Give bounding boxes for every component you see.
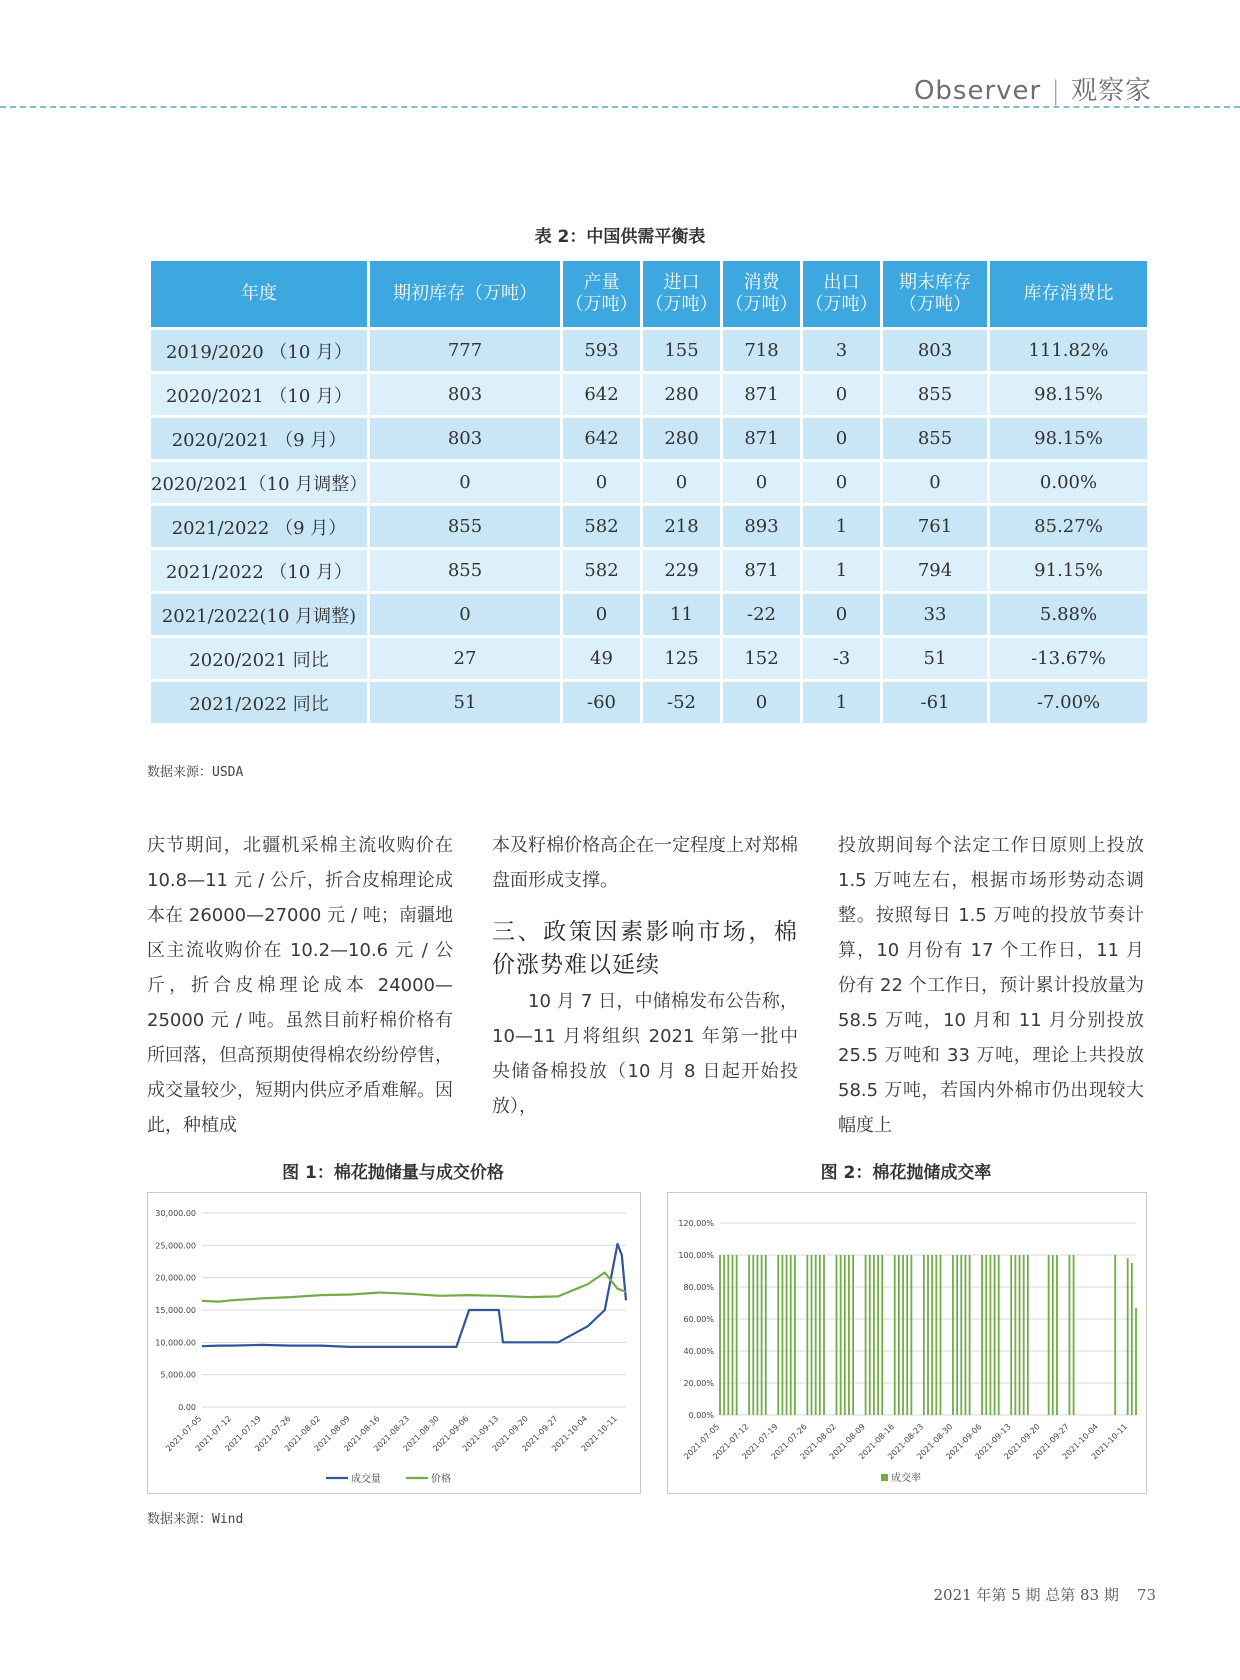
x-tick-label: 2021-09-06 bbox=[431, 1414, 471, 1454]
rate-bar bbox=[998, 1255, 1000, 1415]
rate-bar bbox=[786, 1255, 788, 1415]
x-tick-label: 2021-07-19 bbox=[223, 1414, 263, 1454]
x-tick-label: 2021-07-12 bbox=[193, 1414, 234, 1454]
rate-bar bbox=[844, 1255, 846, 1415]
value-cell: 803 bbox=[369, 417, 562, 461]
legend-label: 成交量 bbox=[351, 1474, 381, 1485]
value-cell: 0 bbox=[642, 461, 722, 505]
rate-bar bbox=[815, 1255, 817, 1415]
figure-1-chart bbox=[147, 1192, 641, 1494]
column-header-line: 产量 bbox=[583, 272, 620, 293]
value-cell: 91.15% bbox=[989, 549, 1149, 593]
rate-bar bbox=[1056, 1255, 1058, 1415]
value-cell: 0 bbox=[722, 461, 802, 505]
column-header-line: 期初库存（万吨） bbox=[393, 283, 537, 304]
rate-bar bbox=[990, 1255, 992, 1415]
rate-bar bbox=[956, 1255, 958, 1415]
value-cell: 33 bbox=[882, 593, 989, 637]
rate-bar bbox=[727, 1255, 729, 1415]
value-cell: -22 bbox=[722, 593, 802, 637]
value-cell: 642 bbox=[562, 373, 642, 417]
y-tick-label: 20,000.00 bbox=[155, 1273, 196, 1283]
x-tick-label: 2021-08-23 bbox=[886, 1422, 926, 1462]
rate-bar bbox=[790, 1255, 792, 1415]
brand-english: Observer bbox=[913, 76, 1042, 106]
rate-bar bbox=[1048, 1255, 1050, 1415]
table-row bbox=[150, 593, 1149, 637]
value-cell: 855 bbox=[369, 549, 562, 593]
table-row bbox=[150, 549, 1149, 593]
text-column-3 bbox=[838, 828, 1144, 1143]
year-cell: 2021/2022 （10 月） bbox=[150, 549, 369, 593]
value-cell: 98.15% bbox=[989, 373, 1149, 417]
year-cell: 2020/2021 （10 月） bbox=[150, 373, 369, 417]
rate-bar bbox=[1014, 1255, 1016, 1415]
rate-bar bbox=[823, 1255, 825, 1415]
text-column-1 bbox=[147, 828, 453, 1143]
value-cell: 777 bbox=[369, 329, 562, 373]
rate-bar bbox=[902, 1255, 904, 1415]
x-tick-label: 2021-09-06 bbox=[944, 1422, 984, 1462]
column-header-line: （万吨） bbox=[805, 294, 878, 315]
x-tick-label: 2021-09-20 bbox=[1002, 1422, 1042, 1462]
rate-bar bbox=[994, 1255, 996, 1415]
table-title: 表 2：中国供需平衡表 bbox=[534, 227, 706, 247]
year-cell: 2020/2021 （9 月） bbox=[150, 417, 369, 461]
price-series-line bbox=[202, 1273, 626, 1302]
value-cell: 27 bbox=[369, 637, 562, 681]
rate-bar bbox=[898, 1255, 900, 1415]
rate-bar bbox=[965, 1255, 967, 1415]
column-header-line: （万吨） bbox=[725, 294, 798, 315]
rate-bar bbox=[865, 1255, 867, 1415]
rate-bar bbox=[836, 1255, 838, 1415]
x-tick-label: 2021-09-27 bbox=[1031, 1422, 1071, 1462]
x-tick-label: 2021-08-09 bbox=[827, 1422, 868, 1462]
rate-bar bbox=[952, 1255, 954, 1415]
column-header-line: （万吨） bbox=[645, 294, 718, 315]
x-tick-label: 2021-07-05 bbox=[164, 1414, 204, 1454]
rate-bar bbox=[894, 1255, 896, 1415]
legend-swatch bbox=[881, 1474, 888, 1481]
value-cell: 125 bbox=[642, 637, 722, 681]
value-cell: 0 bbox=[802, 373, 882, 417]
y-tick-label: 40.00% bbox=[683, 1347, 714, 1356]
column-header-line: 年度 bbox=[241, 283, 277, 304]
rate-bar bbox=[1052, 1255, 1054, 1415]
value-cell: 582 bbox=[562, 505, 642, 549]
column-header bbox=[369, 260, 562, 329]
value-cell: 0.00% bbox=[989, 461, 1149, 505]
rate-bar bbox=[736, 1255, 738, 1415]
value-cell: 582 bbox=[562, 549, 642, 593]
table-source: 数据来源：USDA bbox=[147, 765, 244, 780]
rate-bar bbox=[927, 1255, 929, 1415]
value-cell: 871 bbox=[722, 417, 802, 461]
column-header bbox=[150, 260, 369, 329]
x-tick-label: 2021-08-23 bbox=[371, 1414, 412, 1454]
value-cell: 855 bbox=[369, 505, 562, 549]
rate-bar bbox=[848, 1255, 850, 1415]
rate-bar bbox=[765, 1255, 767, 1415]
table-row bbox=[150, 461, 1149, 505]
value-cell: 11 bbox=[642, 593, 722, 637]
rate-bar bbox=[757, 1255, 759, 1415]
value-cell: 803 bbox=[369, 373, 562, 417]
x-tick-label: 2021-09-13 bbox=[973, 1422, 1013, 1462]
rate-bar bbox=[748, 1255, 750, 1415]
column-header-line: 进口 bbox=[663, 272, 700, 293]
value-cell: 871 bbox=[722, 549, 802, 593]
text-column-2 bbox=[492, 828, 798, 1124]
value-cell: -13.67% bbox=[989, 637, 1149, 681]
value-cell: 0 bbox=[562, 593, 642, 637]
x-tick-label: 2021-08-16 bbox=[342, 1414, 382, 1454]
figure-1-title: 图 1：棉花抛储量与成交价格 bbox=[282, 1163, 504, 1183]
x-tick-label: 2021-09-13 bbox=[460, 1414, 501, 1454]
rate-bar bbox=[1027, 1255, 1029, 1415]
y-tick-label: 80.00% bbox=[683, 1283, 714, 1292]
y-tick-label: 20.00% bbox=[683, 1379, 714, 1388]
value-cell: 155 bbox=[642, 329, 722, 373]
x-tick-label: 2021-08-30 bbox=[915, 1422, 955, 1462]
rate-bar bbox=[910, 1255, 912, 1415]
rate-bar bbox=[969, 1255, 971, 1415]
rate-bar bbox=[752, 1255, 754, 1415]
brand-separator: | bbox=[1051, 76, 1061, 106]
x-tick-label: 2021-10-11 bbox=[1089, 1422, 1130, 1462]
issue-info: 2021 年第 5 期 总第 83 期 bbox=[933, 1586, 1119, 1604]
value-cell: 85.27% bbox=[989, 505, 1149, 549]
x-tick-label: 2021-07-26 bbox=[253, 1414, 293, 1454]
value-cell: 642 bbox=[562, 417, 642, 461]
rate-bar bbox=[806, 1255, 808, 1415]
value-cell: 111.82% bbox=[989, 329, 1149, 373]
rate-bar bbox=[761, 1255, 763, 1415]
y-tick-label: 25,000.00 bbox=[155, 1241, 196, 1251]
x-tick-label: 2021-08-02 bbox=[282, 1414, 323, 1454]
paragraph: 庆节期间，北疆机采棉主流收购价在 10.8—11 元 / 公斤，折合皮棉理论成本在 26000—27000 元 / 吨；南疆地区主流收购价在 10.2—10.6 元 / 公斤，折合皮棉理论成本 24000—25000 元 / 吨。虽然目前籽棉价格有所回落，但高预期使得棉农纷纷停售，成交量较少，短期内供应矛盾难解。因此，种植成 bbox=[147, 835, 453, 1136]
y-tick-label: 15,000.00 bbox=[155, 1306, 196, 1315]
rate-bar bbox=[840, 1255, 842, 1415]
column-header bbox=[642, 260, 722, 329]
figure-source: 数据来源：Wind bbox=[147, 1512, 244, 1527]
year-cell: 2020/2021（10 月调整） bbox=[150, 461, 369, 505]
column-header bbox=[882, 260, 989, 329]
y-tick-label: 5,000.00 bbox=[160, 1370, 196, 1380]
value-cell: 0 bbox=[802, 417, 882, 461]
value-cell: 218 bbox=[642, 505, 722, 549]
column-header bbox=[722, 260, 802, 329]
value-cell: 49 bbox=[562, 637, 642, 681]
column-header-line: 期末库存 bbox=[899, 272, 971, 293]
rate-bar bbox=[940, 1255, 942, 1415]
value-cell: 1 bbox=[802, 505, 882, 549]
table-row bbox=[150, 637, 1149, 681]
rate-bar bbox=[782, 1255, 784, 1415]
magazine-brand bbox=[914, 70, 1152, 107]
rate-bar bbox=[811, 1255, 813, 1415]
y-tick-label: 120.00% bbox=[678, 1219, 714, 1228]
year-cell: 2021/2022 同比 bbox=[150, 681, 369, 725]
rate-bar bbox=[794, 1255, 796, 1415]
value-cell: 0 bbox=[802, 461, 882, 505]
y-tick-label: 100.00% bbox=[678, 1251, 714, 1260]
figure-2-chart bbox=[667, 1192, 1147, 1494]
rate-bar bbox=[981, 1255, 983, 1415]
value-cell: 761 bbox=[882, 505, 989, 549]
value-cell: 0 bbox=[369, 593, 562, 637]
value-cell: 855 bbox=[882, 373, 989, 417]
legend-label: 成交率 bbox=[891, 1473, 921, 1484]
x-tick-label: 2021-10-11 bbox=[579, 1414, 619, 1454]
x-tick-label: 2021-10-04 bbox=[550, 1414, 590, 1454]
rate-bar bbox=[1069, 1255, 1071, 1415]
header-dashed-rule bbox=[0, 106, 1240, 108]
figure-1-svg bbox=[148, 1193, 640, 1493]
rate-bar bbox=[1135, 1308, 1137, 1415]
rate-bar bbox=[1114, 1255, 1116, 1415]
figure-2-svg bbox=[668, 1193, 1146, 1493]
x-tick-label: 2021-09-27 bbox=[520, 1414, 560, 1454]
x-tick-label: 2021-10-04 bbox=[1060, 1422, 1100, 1462]
rate-bar bbox=[819, 1255, 821, 1415]
value-cell: 5.88% bbox=[989, 593, 1149, 637]
rate-bar bbox=[931, 1255, 933, 1415]
value-cell: 1 bbox=[802, 681, 882, 725]
rate-bar bbox=[881, 1255, 883, 1415]
value-cell: 51 bbox=[369, 681, 562, 725]
rate-bar bbox=[719, 1255, 721, 1415]
value-cell: 0 bbox=[722, 681, 802, 725]
value-cell: 794 bbox=[882, 549, 989, 593]
column-header bbox=[562, 260, 642, 329]
x-tick-label: 2021-07-26 bbox=[769, 1422, 809, 1462]
paragraph: 投放期间每个法定工作日原则上投放 1.5 万吨左右，根据市场形势动态调整。按照每日 1.5 万吨的投放节奏计算，10 月份有 17 个工作日，11 月份有 22 个工作日，预计累计投放量为 58.5 万吨，10 月和 11 月分别投放 25.5 万吨和 33 万吨，理论上共投放 58.5 万吨，若国内外棉市仍出现较大幅度上 bbox=[838, 835, 1144, 1136]
rate-bar bbox=[732, 1255, 734, 1415]
value-cell: 0 bbox=[802, 593, 882, 637]
column-header bbox=[989, 260, 1149, 329]
rate-bar bbox=[1127, 1258, 1129, 1415]
column-header-line: （万吨） bbox=[899, 294, 971, 315]
x-tick-label: 2021-07-12 bbox=[711, 1422, 751, 1462]
y-tick-label: 0.00% bbox=[688, 1411, 714, 1420]
paragraph: 10 月 7 日，中储棉发布公告称，10—11 月将组织 2021 年第一批中央储备棉投放（10 月 8 日起开始投放）， bbox=[492, 991, 798, 1117]
table-header-row bbox=[150, 260, 1149, 329]
rate-bar bbox=[935, 1255, 937, 1415]
x-tick-label: 2021-08-30 bbox=[401, 1414, 441, 1454]
y-tick-label: 10,000.00 bbox=[155, 1338, 196, 1348]
rate-bar bbox=[1019, 1255, 1021, 1415]
page-header bbox=[0, 0, 1240, 110]
value-cell: 871 bbox=[722, 373, 802, 417]
value-cell: 893 bbox=[722, 505, 802, 549]
year-cell: 2020/2021 同比 bbox=[150, 637, 369, 681]
rate-bar bbox=[1073, 1255, 1075, 1415]
year-cell: 2021/2022 （9 月） bbox=[150, 505, 369, 549]
value-cell: 3 bbox=[802, 329, 882, 373]
value-cell: 593 bbox=[562, 329, 642, 373]
column-header-line: 消费 bbox=[743, 272, 780, 293]
supply-demand-table bbox=[148, 258, 1150, 726]
value-cell: -61 bbox=[882, 681, 989, 725]
value-cell: 280 bbox=[642, 417, 722, 461]
table-body bbox=[150, 329, 1149, 725]
value-cell: 51 bbox=[882, 637, 989, 681]
y-tick-label: 60.00% bbox=[683, 1315, 714, 1324]
rate-bar bbox=[873, 1255, 875, 1415]
x-tick-label: 2021-08-09 bbox=[312, 1414, 352, 1454]
value-cell: 0 bbox=[882, 461, 989, 505]
rate-bar bbox=[877, 1255, 879, 1415]
section-heading: 三、政策因素影响市场，棉价涨势难以延续 bbox=[492, 919, 798, 978]
value-cell: 855 bbox=[882, 417, 989, 461]
rate-bar bbox=[852, 1255, 854, 1415]
column-header-line: 出口 bbox=[823, 272, 860, 293]
value-cell: 98.15% bbox=[989, 417, 1149, 461]
table-row bbox=[150, 329, 1149, 373]
value-cell: 0 bbox=[369, 461, 562, 505]
column-header-line: （万吨） bbox=[565, 294, 638, 315]
rate-bar bbox=[960, 1255, 962, 1415]
rate-bar bbox=[1023, 1255, 1025, 1415]
value-cell: -52 bbox=[642, 681, 722, 725]
rate-bar bbox=[777, 1255, 779, 1415]
value-cell: 152 bbox=[722, 637, 802, 681]
value-cell: -60 bbox=[562, 681, 642, 725]
rate-bar bbox=[869, 1255, 871, 1415]
x-tick-label: 2021-07-19 bbox=[740, 1422, 780, 1462]
column-header-line: 库存消费比 bbox=[1023, 283, 1114, 304]
page-number: 73 bbox=[1136, 1586, 1156, 1604]
legend-label: 价格 bbox=[431, 1474, 451, 1485]
rate-bar bbox=[1131, 1263, 1133, 1415]
value-cell: -3 bbox=[802, 637, 882, 681]
x-tick-label: 2021-08-02 bbox=[798, 1422, 838, 1462]
table-row bbox=[150, 417, 1149, 461]
rate-bar bbox=[923, 1255, 925, 1415]
value-cell: 803 bbox=[882, 329, 989, 373]
table-row bbox=[150, 505, 1149, 549]
value-cell: 0 bbox=[562, 461, 642, 505]
year-cell: 2019/2020 （10 月） bbox=[150, 329, 369, 373]
table-row bbox=[150, 373, 1149, 417]
value-cell: -7.00% bbox=[989, 681, 1149, 725]
y-tick-label: 30,000.00 bbox=[155, 1209, 196, 1218]
rate-bar bbox=[1010, 1255, 1012, 1415]
x-tick-label: 2021-07-05 bbox=[682, 1422, 722, 1462]
year-cell: 2021/2022(10 月调整) bbox=[150, 593, 369, 637]
value-cell: 280 bbox=[642, 373, 722, 417]
brand-chinese: 观察家 bbox=[1070, 76, 1152, 106]
column-header bbox=[802, 260, 882, 329]
value-cell: 718 bbox=[722, 329, 802, 373]
x-tick-label: 2021-09-20 bbox=[490, 1414, 530, 1454]
x-tick-label: 2021-08-16 bbox=[856, 1422, 897, 1462]
page-footer bbox=[933, 1584, 1156, 1605]
rate-bar bbox=[906, 1255, 908, 1415]
y-tick-label: 0.00 bbox=[178, 1403, 196, 1412]
value-cell: 229 bbox=[642, 549, 722, 593]
table-row bbox=[150, 681, 1149, 725]
paragraph: 本及籽棉价格高企在一定程度上对郑棉盘面形成支撑。 bbox=[492, 835, 798, 891]
rate-bar bbox=[985, 1255, 987, 1415]
value-cell: 1 bbox=[802, 549, 882, 593]
figure-2-title: 图 2：棉花抛储成交率 bbox=[820, 1163, 992, 1183]
rate-bar bbox=[723, 1255, 725, 1415]
